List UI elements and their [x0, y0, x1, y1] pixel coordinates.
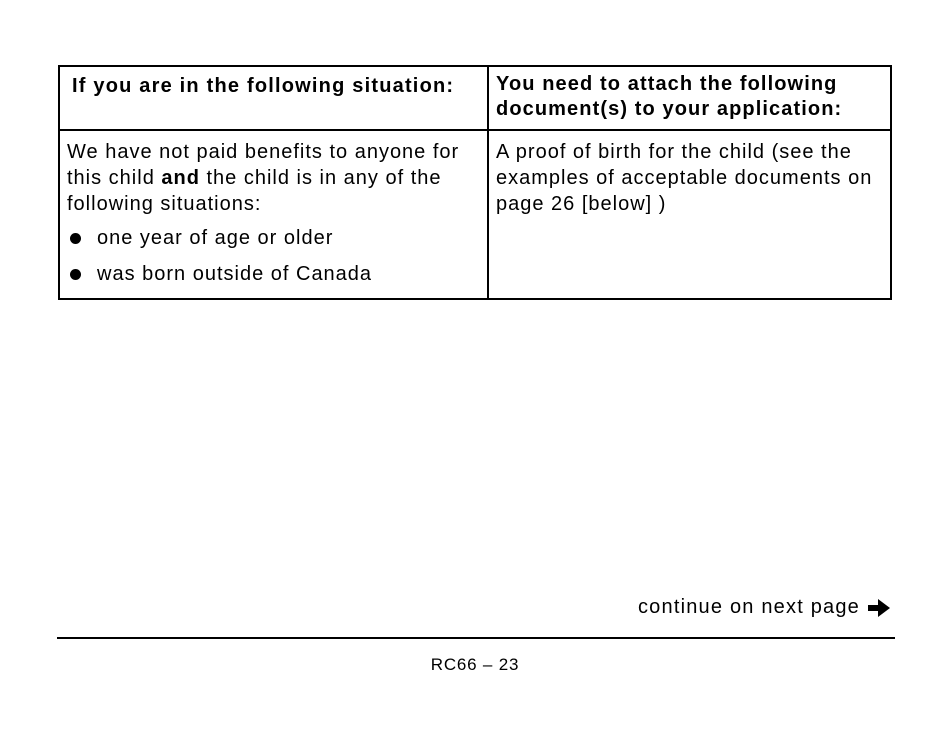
continue-next-page[interactable] — [638, 596, 892, 619]
table-header-divider — [60, 129, 890, 131]
situation-cell — [67, 139, 482, 297]
situation-text-start: We have not paid benefits to anyone for this child — [67, 141, 460, 189]
continue-label: continue on next page — [637, 596, 860, 618]
list-item-text: was born outside of Canada — [97, 263, 373, 285]
bullet-icon — [70, 233, 81, 244]
situation-text-bold: and — [161, 167, 200, 189]
list-item — [67, 225, 482, 251]
situation-table — [58, 65, 892, 300]
footer-divider — [57, 637, 895, 639]
documents-cell: A proof of birth for the child (see the examples of acceptable documents on page 26 [below] ) — [496, 141, 873, 215]
table-column-divider — [487, 65, 489, 300]
column-header-documents: You need to attach the following document(s) to your application: — [496, 73, 843, 120]
list-item — [67, 261, 482, 287]
right-arrow-icon — [866, 597, 892, 619]
bullet-icon — [70, 269, 81, 280]
situation-text-end: the child is in any of the following situations: — [67, 167, 442, 215]
page-number: RC66 – 23 — [430, 655, 520, 674]
list-item-text: one year of age or older — [97, 227, 334, 249]
column-header-situation: If you are in the following situation: — [72, 75, 455, 97]
situation-bullet-list — [67, 225, 482, 287]
